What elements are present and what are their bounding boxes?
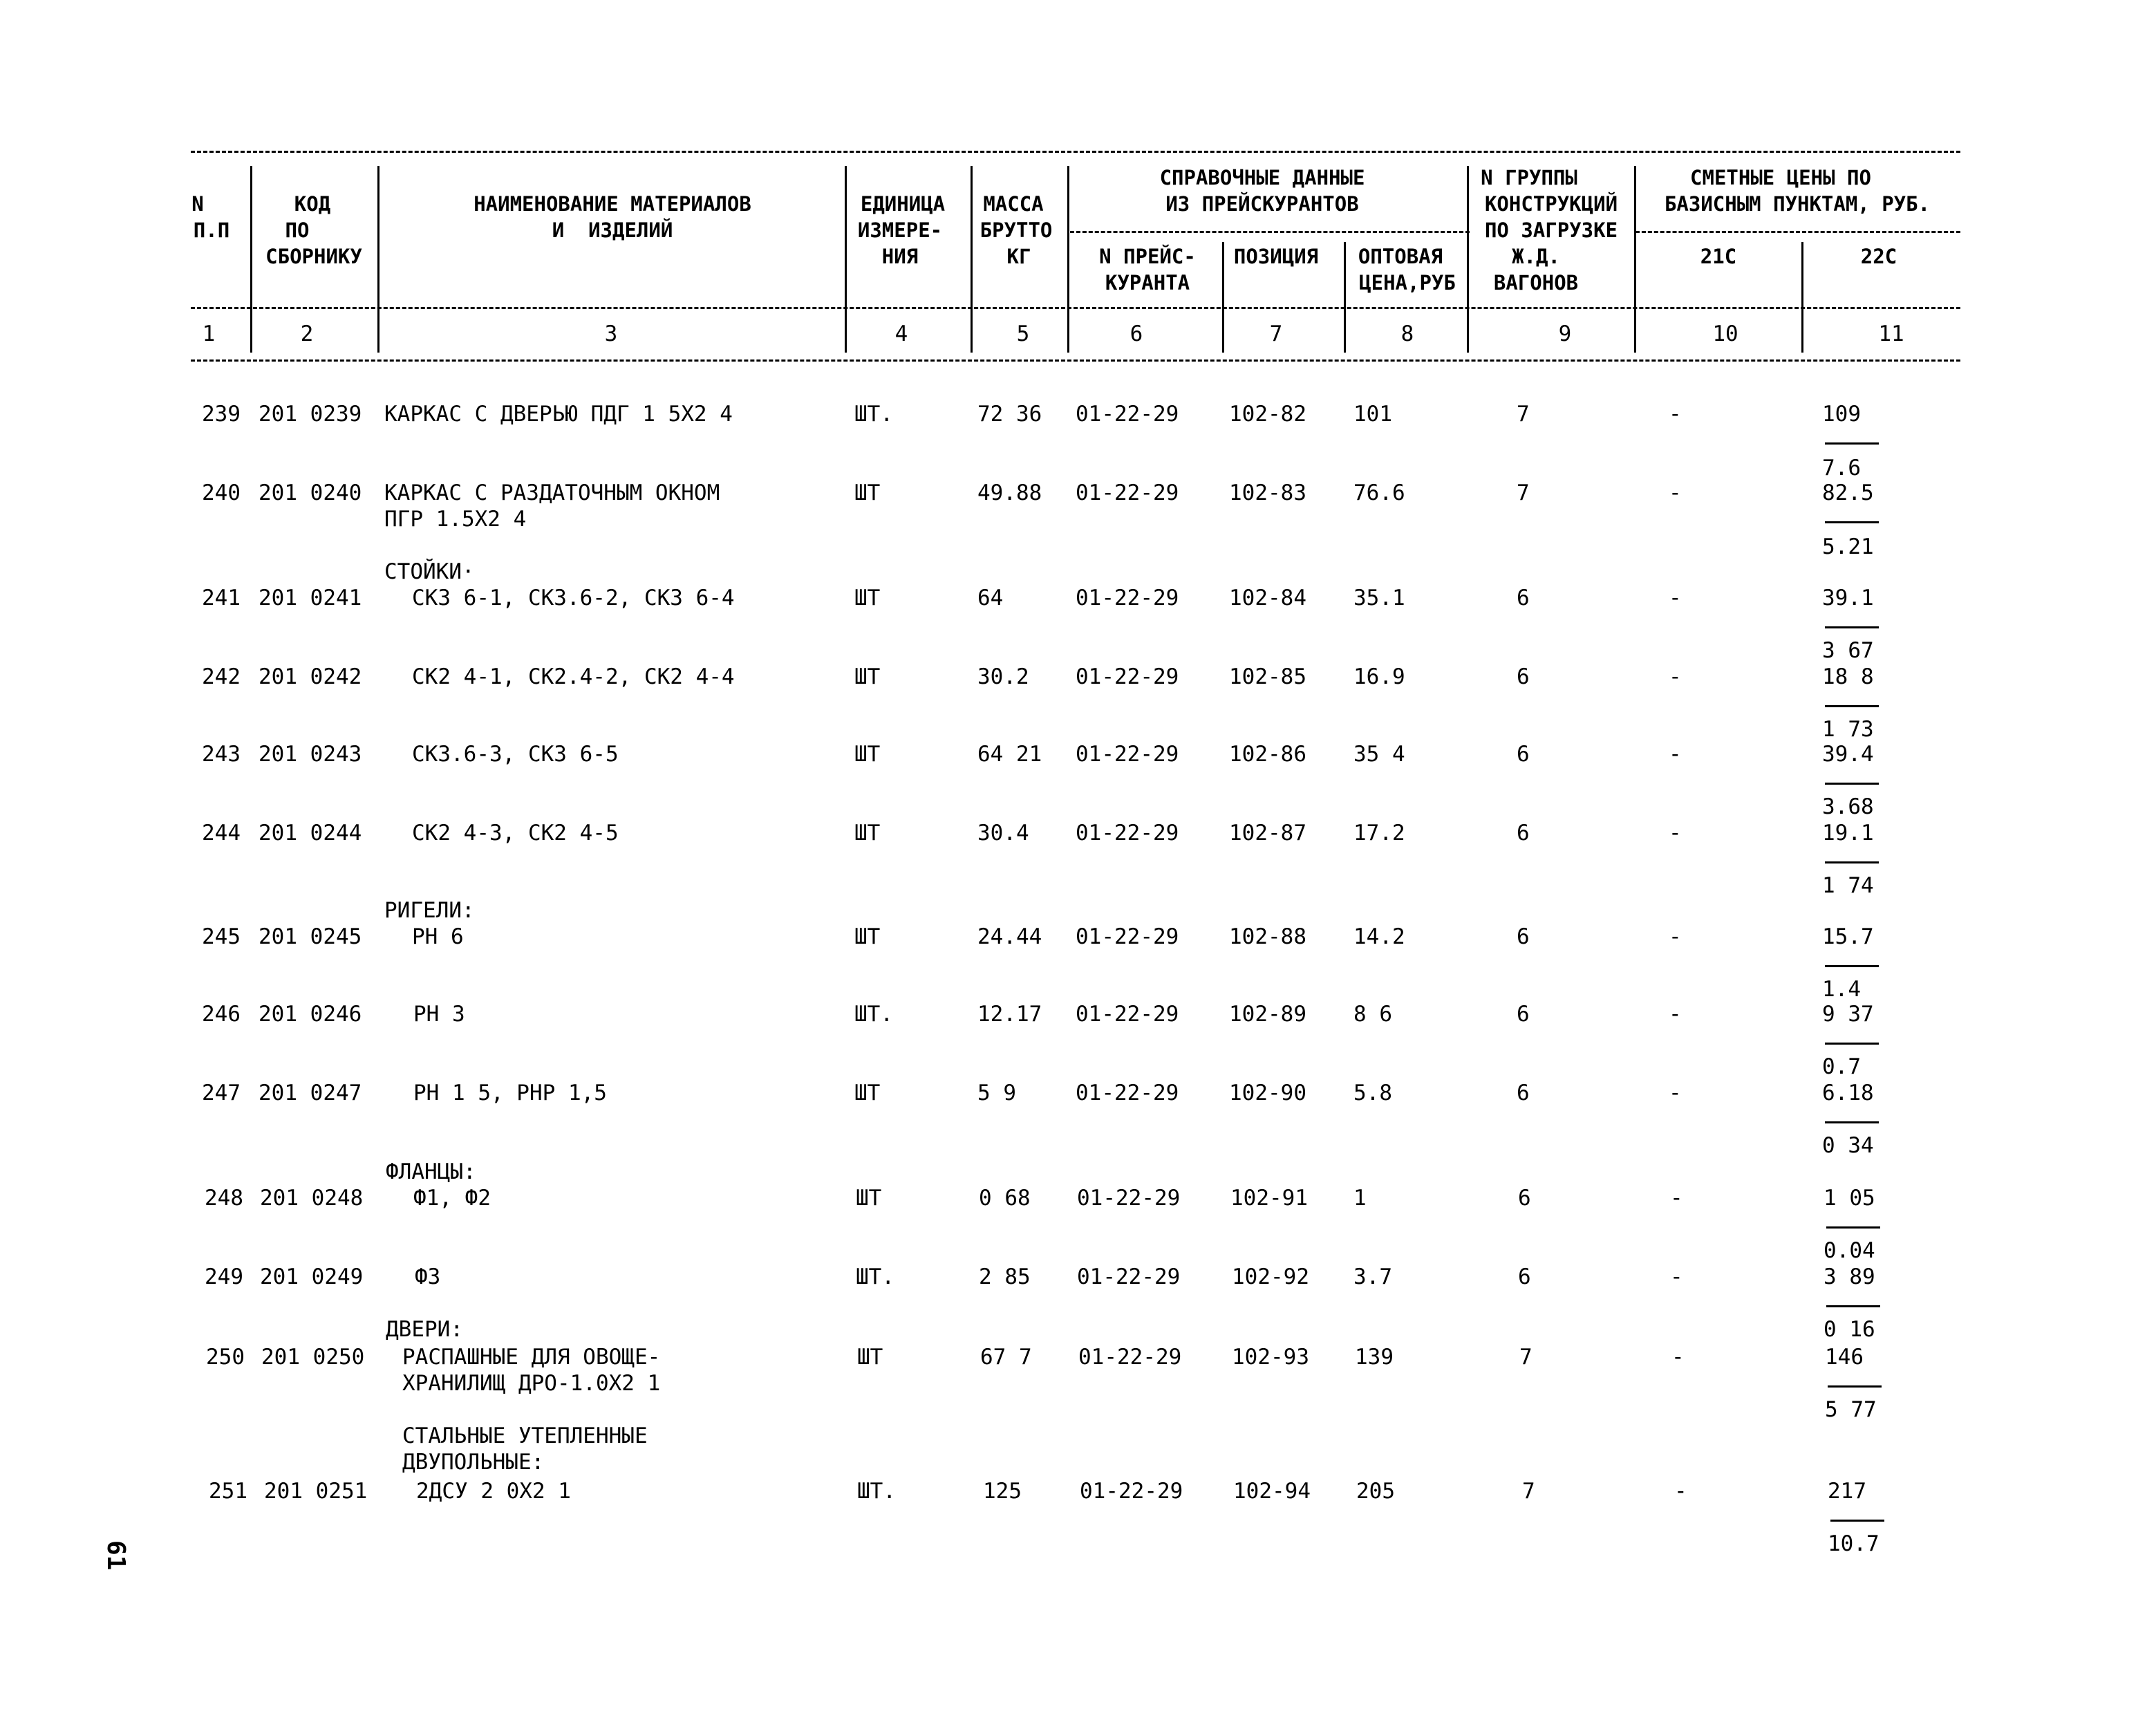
row-name-line1: РН 1 5, РНР 1,5: [413, 1081, 607, 1105]
row-name-line1: РАСПАШНЫЕ ДЛЯ ОВОЩЕ-: [402, 1345, 661, 1370]
col-sep: [845, 166, 847, 353]
header-price-group-line1: СМЕТНЫЕ ЦЕНЫ ПО: [1690, 166, 1871, 189]
row-number: 244: [202, 821, 241, 846]
col-number-6: 6: [1129, 321, 1143, 346]
row-price-21c: -: [1669, 586, 1682, 610]
row-price-22c: 6.18: [1822, 1081, 1874, 1105]
row-group: 6: [1518, 1186, 1531, 1211]
row-name-line2: ХРАНИЛИЩ ДРО-1.0Х2 1: [402, 1371, 661, 1396]
row-name-line1: КАРКАС С ДВЕРЬЮ ПДГ 1 5Х2 4: [384, 402, 733, 427]
row-number: 240: [202, 480, 241, 505]
row-price-21c: -: [1671, 1345, 1685, 1370]
row-code: 201 0250: [261, 1345, 365, 1370]
row-position: 102-90: [1229, 1081, 1306, 1105]
row-price-22c-bottom: 1 73: [1822, 717, 1874, 742]
row-mass: 49.88: [977, 480, 1042, 505]
col-sep: [1344, 242, 1346, 353]
row-name-line1: 2ДСУ 2 0Х2 1: [416, 1479, 571, 1504]
row-number: 247: [202, 1081, 241, 1105]
row-mass: 5 9: [977, 1081, 1016, 1105]
row-price-22c-bottom: 0.7: [1822, 1054, 1861, 1079]
row-position: 102-88: [1229, 924, 1306, 949]
row-name-line1: СК2 4-3, СК2 4-5: [412, 821, 619, 846]
header-col11: 22С: [1860, 245, 1897, 268]
col-number-5: 5: [1016, 321, 1030, 346]
header-col8-line2: ЦЕНА,РУБ: [1359, 271, 1456, 295]
group-heading: РИГЕЛИ:: [384, 898, 475, 923]
row-unit: ШТ: [854, 1081, 881, 1105]
row-position: 102-93: [1232, 1345, 1309, 1370]
row-number: 251: [209, 1479, 247, 1504]
header-price-group-line2: БАЗИСНЫМ ПУНКТАМ, РУБ.: [1664, 192, 1931, 216]
col-sep: [1467, 166, 1469, 353]
row-name-line1: СК3.6-3, СК3 6-5: [412, 742, 619, 767]
row-price-22c-bottom: 1 74: [1822, 873, 1874, 898]
row-pricelist: 01-22-29: [1076, 1081, 1179, 1105]
row-name-line1: СК2 4-1, СК2.4-2, СК2 4-4: [412, 664, 735, 689]
row-price-22c: 109: [1822, 402, 1861, 427]
row-price-21c: -: [1669, 924, 1682, 949]
row-wholesale-price: 101: [1353, 402, 1392, 427]
row-wholesale-price: 17.2: [1353, 821, 1405, 846]
header-bottom-rule: [191, 359, 1960, 362]
row-number: 250: [206, 1345, 245, 1370]
row-price-22c-bottom: 3.68: [1822, 794, 1874, 819]
row-unit: ШТ: [854, 821, 881, 846]
header-col2-line3: СБОРНИКУ: [265, 245, 362, 268]
row-position: 102-84: [1229, 586, 1306, 610]
row-code: 201 0244: [259, 821, 362, 846]
row-group: 7: [1522, 1479, 1535, 1504]
row-group: 6: [1517, 924, 1530, 949]
fraction-bar: [1830, 1520, 1884, 1522]
row-unit: ШТ: [854, 742, 881, 767]
row-mass: 72 36: [977, 402, 1042, 427]
row-mass: 64: [977, 586, 1004, 610]
col-number-3: 3: [604, 321, 618, 346]
group-heading: ФЛАНЦЫ:: [386, 1159, 476, 1184]
row-mass: 2 85: [979, 1264, 1031, 1289]
col-sep: [1222, 242, 1224, 353]
col-sep: [250, 166, 252, 353]
row-pricelist: 01-22-29: [1078, 1345, 1182, 1370]
header-col5-line3: КГ: [1006, 245, 1031, 268]
row-unit: ШТ.: [856, 1264, 894, 1289]
row-name-line1: СКЗ 6-1, СКЗ.6-2, СКЗ 6-4: [412, 586, 735, 610]
row-number: 246: [202, 1002, 241, 1027]
row-code: 201 0249: [260, 1264, 364, 1289]
row-code: 201 0246: [259, 1002, 362, 1027]
col-number-11: 11: [1878, 321, 1904, 346]
header-ref-group-line1: СПРАВОЧНЫЕ ДАННЫЕ: [1159, 166, 1365, 189]
col-sep: [377, 166, 379, 353]
row-mass: 12.17: [977, 1002, 1042, 1027]
row-price-22c-bottom: 5 77: [1825, 1397, 1877, 1422]
row-price-22c-bottom: 0 34: [1822, 1133, 1874, 1158]
row-number: 243: [202, 742, 241, 767]
row-pricelist: 01-22-29: [1076, 924, 1179, 949]
row-price-21c: -: [1669, 480, 1682, 505]
header-col2-line2: ПО: [285, 218, 310, 242]
row-unit: ШТ: [854, 664, 881, 689]
row-unit: ШТ.: [857, 1479, 896, 1504]
row-price-21c: -: [1669, 664, 1682, 689]
col-number-7: 7: [1269, 321, 1283, 346]
row-pricelist: 01-22-29: [1077, 1186, 1181, 1211]
row-price-22c: 39.4: [1822, 742, 1874, 767]
group-heading-line1: СТАЛЬНЫЕ УТЕПЛЕННЫЕ: [402, 1423, 648, 1448]
row-group: 6: [1517, 664, 1530, 689]
row-price-22c-bottom: 5.21: [1822, 534, 1874, 559]
group-heading-line2: ДВУПОЛЬНЫЕ:: [402, 1450, 545, 1475]
row-position: 102-85: [1229, 664, 1306, 689]
row-wholesale-price: 16.9: [1353, 664, 1405, 689]
row-price-22c-bottom: 7.6: [1822, 456, 1861, 480]
row-price-22c: 82.5: [1822, 480, 1874, 505]
row-position: 102-83: [1229, 480, 1306, 505]
header-col10: 21С: [1700, 245, 1737, 268]
row-name-line1: РН 6: [412, 924, 464, 949]
row-group: 6: [1518, 1264, 1531, 1289]
row-price-22c: 15.7: [1822, 924, 1874, 949]
row-group: 6: [1517, 821, 1530, 846]
row-unit: ШТ: [854, 586, 881, 610]
row-wholesale-price: 76.6: [1353, 480, 1405, 505]
fraction-bar: [1825, 783, 1879, 785]
row-name-line1: РН 3: [413, 1002, 465, 1027]
row-price-21c: -: [1669, 1081, 1682, 1105]
row-price-21c: -: [1670, 1264, 1683, 1289]
row-price-21c: -: [1669, 821, 1682, 846]
row-group: 7: [1517, 480, 1530, 505]
row-name-line1: Ф3: [415, 1264, 441, 1289]
row-wholesale-price: 14.2: [1353, 924, 1405, 949]
row-price-21c: -: [1669, 402, 1682, 427]
row-price-22c: 146: [1825, 1345, 1864, 1370]
header-col1-line1: N: [191, 192, 204, 216]
group-heading: СТОЙКИ·: [384, 559, 475, 584]
row-wholesale-price: 35.1: [1353, 586, 1405, 610]
fraction-bar: [1826, 1305, 1880, 1307]
header-mid-rule: [191, 307, 1960, 309]
row-price-22c: 3 89: [1824, 1264, 1875, 1289]
row-pricelist: 01-22-29: [1080, 1479, 1183, 1504]
row-price-22c: 39.1: [1822, 586, 1874, 610]
col-sep: [1801, 242, 1803, 353]
header-col1-line2: П.П: [193, 218, 230, 242]
row-pricelist: 01-22-29: [1076, 664, 1179, 689]
col-sep: [971, 166, 973, 353]
row-price-22c: 18 8: [1822, 664, 1874, 689]
fraction-bar: [1825, 442, 1879, 445]
header-col6-line1: N ПРЕЙС-: [1099, 245, 1196, 268]
row-code: 201 0239: [259, 402, 362, 427]
row-unit: ШТ.: [854, 402, 893, 427]
row-pricelist: 01-22-29: [1076, 480, 1179, 505]
header-col4-line1: ЕДИНИЦА: [860, 192, 946, 216]
row-mass: 67 7: [980, 1345, 1032, 1370]
header-ref-group-line2: ИЗ ПРЕЙСКУРАНТОВ: [1165, 192, 1359, 216]
row-wholesale-price: 139: [1355, 1345, 1394, 1370]
header-col2-line1: КОД: [294, 192, 331, 216]
row-code: 201 0243: [259, 742, 362, 767]
row-position: 102-87: [1229, 821, 1306, 846]
row-wholesale-price: 205: [1356, 1479, 1395, 1504]
fraction-bar: [1825, 1043, 1879, 1045]
row-position: 102-86: [1229, 742, 1306, 767]
header-col5-line2: БРУТТО: [979, 218, 1053, 242]
row-wholesale-price: 3.7: [1353, 1264, 1392, 1289]
fraction-bar: [1825, 965, 1879, 967]
col-sep: [1067, 166, 1069, 353]
fraction-bar: [1825, 626, 1879, 628]
row-number: 248: [205, 1186, 243, 1211]
row-price-22c-bottom: 0.04: [1824, 1238, 1875, 1263]
row-group: 6: [1517, 1081, 1530, 1105]
row-position: 102-91: [1230, 1186, 1308, 1211]
row-mass: 0 68: [979, 1186, 1031, 1211]
row-price-21c: -: [1669, 1002, 1682, 1027]
row-group: 7: [1517, 402, 1530, 427]
row-name-line1: Ф1, Ф2: [413, 1186, 491, 1211]
ref-group-rule: [1070, 231, 1470, 233]
row-wholesale-price: 5.8: [1353, 1081, 1392, 1105]
row-price-21c: -: [1670, 1186, 1683, 1211]
row-price-22c-bottom: 10.7: [1828, 1531, 1880, 1556]
price-group-rule: [1635, 231, 1960, 233]
col-number-4: 4: [894, 321, 908, 346]
row-code: 201 0240: [259, 480, 362, 505]
row-mass: 64 21: [977, 742, 1042, 767]
col-number-10: 10: [1712, 321, 1738, 346]
row-mass: 125: [983, 1479, 1022, 1504]
header-col4-line2: ИЗМЕРЕ-: [857, 218, 943, 242]
fraction-bar: [1828, 1385, 1882, 1388]
row-group: 7: [1519, 1345, 1532, 1370]
row-name-line1: КАРКАС С РАЗДАТОЧНЫМ ОКНОМ: [384, 480, 720, 505]
row-mass: 30.4: [977, 821, 1029, 846]
row-number: 242: [202, 664, 241, 689]
row-code: 201 0247: [259, 1081, 362, 1105]
row-code: 201 0251: [264, 1479, 368, 1504]
row-number: 249: [205, 1264, 243, 1289]
row-pricelist: 01-22-29: [1076, 1002, 1179, 1027]
group-heading: ДВЕРИ:: [386, 1317, 463, 1342]
header-col5-line1: МАССА: [983, 192, 1044, 216]
header-col9-group-line3: ПО ЗАГРУЗКЕ: [1484, 218, 1618, 242]
row-pricelist: 01-22-29: [1076, 742, 1179, 767]
fraction-bar: [1825, 705, 1879, 707]
fraction-bar: [1825, 1121, 1879, 1123]
header-col9-line2: ВАГОНОВ: [1493, 271, 1579, 295]
header-col3-line2: И ИЗДЕЛИЙ: [552, 218, 673, 242]
row-wholesale-price: 8 6: [1353, 1002, 1392, 1027]
row-number: 239: [202, 402, 241, 427]
row-price-22c: 19.1: [1822, 821, 1874, 846]
col-number-2: 2: [300, 321, 314, 346]
row-price-22c-bottom: 3 67: [1822, 638, 1874, 663]
header-col8-line1: ОПТОВАЯ: [1358, 245, 1443, 268]
row-mass: 24.44: [977, 924, 1042, 949]
header-col7-line1: ПОЗИЦИЯ: [1233, 245, 1319, 268]
col-number-8: 8: [1400, 321, 1414, 346]
header-col6-line2: КУРАНТА: [1105, 271, 1190, 295]
row-code: 201 0242: [259, 664, 362, 689]
row-price-21c: -: [1669, 742, 1682, 767]
page-number: 61: [102, 1540, 130, 1571]
col-number-9: 9: [1558, 321, 1572, 346]
row-group: 6: [1517, 1002, 1530, 1027]
row-wholesale-price: 1: [1353, 1186, 1367, 1211]
row-position: 102-94: [1233, 1479, 1311, 1504]
row-price-22c: 9 37: [1822, 1002, 1874, 1027]
row-price-21c: -: [1674, 1479, 1687, 1504]
row-code: 201 0245: [259, 924, 362, 949]
row-pricelist: 01-22-29: [1077, 1264, 1181, 1289]
row-price-22c-bottom: 0 16: [1824, 1317, 1875, 1342]
header-col4-line3: НИЯ: [881, 245, 919, 268]
row-unit: ШТ: [854, 924, 881, 949]
header-col9-line1: Ж.Д.: [1512, 245, 1560, 268]
row-mass: 30.2: [977, 664, 1029, 689]
row-number: 241: [202, 586, 241, 610]
row-unit: ШТ: [856, 1186, 882, 1211]
fraction-bar: [1826, 1226, 1880, 1229]
row-price-22c-bottom: 1.4: [1822, 977, 1861, 1002]
row-unit: ШТ.: [854, 1002, 893, 1027]
row-price-22c: 1 05: [1824, 1186, 1875, 1211]
row-number: 245: [202, 924, 241, 949]
col-sep: [1634, 166, 1636, 353]
row-position: 102-89: [1229, 1002, 1306, 1027]
fraction-bar: [1825, 861, 1879, 863]
header-top-rule: [191, 151, 1960, 153]
row-pricelist: 01-22-29: [1076, 586, 1179, 610]
row-pricelist: 01-22-29: [1076, 821, 1179, 846]
row-group: 6: [1517, 586, 1530, 610]
row-position: 102-92: [1232, 1264, 1309, 1289]
row-pricelist: 01-22-29: [1076, 402, 1179, 427]
header-col9-group-line1: N ГРУППЫ: [1481, 166, 1577, 189]
fraction-bar: [1825, 521, 1879, 523]
row-name-line2: ПГР 1.5Х2 4: [384, 507, 527, 532]
header-col3-line1: НАИМЕНОВАНИЕ МАТЕРИАЛОВ: [474, 192, 751, 216]
row-position: 102-82: [1229, 402, 1306, 427]
row-group: 6: [1517, 742, 1530, 767]
row-price-22c: 217: [1828, 1479, 1866, 1504]
header-col9-group-line2: КОНСТРУКЦИЙ: [1484, 192, 1618, 216]
row-unit: ШТ: [857, 1345, 883, 1370]
row-wholesale-price: 35 4: [1353, 742, 1405, 767]
row-code: 201 0241: [259, 586, 362, 610]
row-unit: ШТ: [854, 480, 881, 505]
col-number-1: 1: [202, 321, 216, 346]
row-code: 201 0248: [260, 1186, 364, 1211]
